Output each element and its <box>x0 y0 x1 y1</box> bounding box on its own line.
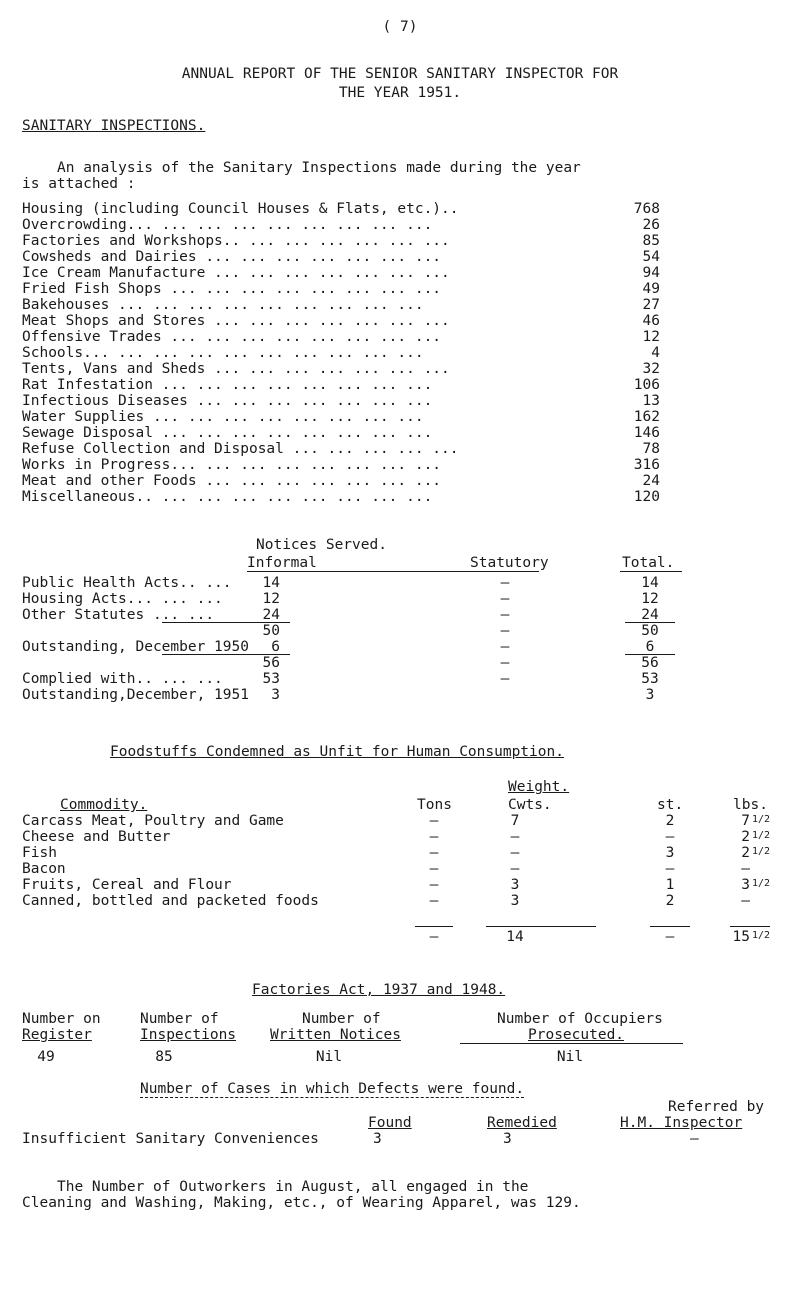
food-lbs: – <box>741 893 750 909</box>
notices-statutory: – <box>500 671 510 687</box>
food-st: 1 <box>665 877 675 893</box>
inspection-count: 768 <box>633 201 660 217</box>
food-st: 2 <box>665 893 675 909</box>
inspection-label: Rat Infestation ... ... ... ... ... ... ... ... <box>22 377 433 393</box>
factories-col1-line1: Number on <box>22 1011 101 1027</box>
notices-total: 12 <box>641 591 659 607</box>
inspection-count: 12 <box>642 329 660 345</box>
defects-referred: – <box>690 1131 699 1147</box>
food-commodity: Fruits, Cereal and Flour <box>22 877 232 893</box>
notices-col-total: Total. <box>622 555 675 571</box>
food-tons: – <box>429 829 439 845</box>
food-commodity: Carcass Meat, Poultry and Game <box>22 813 284 829</box>
notices-total: 56 <box>641 655 659 671</box>
food-col-commodity: Commodity. <box>60 797 148 813</box>
food-lbs: 3 <box>741 877 750 893</box>
food-tons: – <box>429 813 439 829</box>
food-st: – <box>665 829 675 845</box>
factories-value-inspections: 85 <box>155 1049 173 1065</box>
food-tons: – <box>429 861 439 877</box>
food-lbs: 7 <box>741 813 750 829</box>
notices-informal: 14 <box>262 575 280 591</box>
report-title-line2: THE YEAR 1951. <box>338 85 462 101</box>
food-cwts: 3 <box>510 893 520 909</box>
notices-statutory: – <box>500 607 510 623</box>
factories-col2-line1: Number of <box>140 1011 219 1027</box>
factories-col2-line2: Inspections <box>140 1027 237 1043</box>
inspection-label: Cowsheds and Dairies ... ... ... ... ... ... ... <box>22 249 442 265</box>
defects-remedied: 3 <box>503 1131 512 1147</box>
food-lbs-fraction: 1/2 <box>752 830 771 841</box>
food-st: 2 <box>665 813 675 829</box>
food-total-st: – <box>665 929 675 945</box>
inspection-label: Works in Progress... ... ... ... ... ... ... ... <box>22 457 442 473</box>
defects-col-found: Found <box>368 1115 412 1131</box>
notices-col-statutory: Statutory <box>470 555 549 571</box>
notices-total: 53 <box>641 671 659 687</box>
inspection-count: 46 <box>642 313 660 329</box>
inspection-label: Water Supplies ... ... ... ... ... ... ... ... <box>22 409 424 425</box>
notices-row-label: Outstanding,December, 1951 <box>22 687 249 703</box>
food-commodity: Bacon <box>22 861 66 877</box>
inspection-label: Ice Cream Manufacture ... ... ... ... ... ... ... <box>22 265 450 281</box>
inspection-count: 24 <box>642 473 660 489</box>
defects-col-remedied: Remedied <box>487 1115 557 1131</box>
inspection-count: 26 <box>642 217 660 233</box>
food-col-tons: Tons <box>417 797 452 813</box>
factories-col3-line1: Number of <box>302 1011 381 1027</box>
food-commodity: Cheese and Butter <box>22 829 171 845</box>
notices-row-label: Other Statutes ... ... <box>22 607 215 623</box>
food-col-lbs: lbs. <box>733 797 768 813</box>
inspection-count: 78 <box>642 441 660 457</box>
inspection-label: Overcrowding... ... ... ... ... ... ... ... ... <box>22 217 433 233</box>
inspection-label: Refuse Collection and Disposal ... ... ... ... ... <box>22 441 459 457</box>
inspection-count: 106 <box>633 377 660 393</box>
notices-informal: 56 <box>262 655 280 671</box>
food-st: 3 <box>665 845 675 861</box>
food-tons: – <box>429 845 439 861</box>
factories-value-prosecuted: Nil <box>556 1049 584 1065</box>
factories-col3-line2: Written Notices <box>270 1027 401 1043</box>
inspection-label: Infectious Diseases ... ... ... ... ... ... ... <box>22 393 433 409</box>
food-weight-header: Weight. <box>508 779 570 795</box>
factories-col1-line2: Register <box>22 1027 92 1043</box>
section-title: SANITARY INSPECTIONS. <box>22 118 206 134</box>
food-st: – <box>665 861 675 877</box>
inspection-label: Meat and other Foods ... ... ... ... ... ... ... <box>22 473 442 489</box>
factories-title: Factories Act, 1937 and 1948. <box>252 982 506 998</box>
notices-title: Notices Served. <box>256 537 387 553</box>
notices-row-label: Complied with.. ... ... <box>22 671 223 687</box>
inspection-count: 13 <box>642 393 660 409</box>
food-cwts: – <box>510 845 520 861</box>
defects-found: 3 <box>373 1131 382 1147</box>
food-cwts: 7 <box>510 813 520 829</box>
food-total-lbs: 15 <box>732 929 750 945</box>
food-lbs-fraction: 1/2 <box>752 846 771 857</box>
notices-statutory: – <box>500 639 510 655</box>
notices-row-label: Housing Acts... ... ... <box>22 591 223 607</box>
intro-line1: An analysis of the Sanitary Inspections made during the year <box>57 160 581 176</box>
food-lbs: – <box>741 861 750 877</box>
inspection-label: Offensive Trades ... ... ... ... ... ... ... ... <box>22 329 442 345</box>
inspection-label: Bakehouses ... ... ... ... ... ... ... ... ... <box>22 297 424 313</box>
inspection-label: Factories and Workshops.. ... ... ... ... ... ... <box>22 233 450 249</box>
notices-informal: 50 <box>262 623 280 639</box>
inspection-label: Tents, Vans and Sheds ... ... ... ... ... ... ... <box>22 361 450 377</box>
outworkers-line1: The Number of Outworkers in August, all engaged in the <box>57 1179 529 1195</box>
inspection-label: Schools... ... ... ... ... ... ... ... ... ... <box>22 345 424 361</box>
notices-informal: 12 <box>262 591 280 607</box>
inspection-label: Fried Fish Shops ... ... ... ... ... ... ... ... <box>22 281 442 297</box>
food-cwts: – <box>510 861 520 877</box>
notices-col-informal: Informal <box>247 555 317 571</box>
defects-row-label: Insufficient Sanitary Conveniences <box>22 1131 319 1147</box>
notices-total: 3 <box>645 687 655 703</box>
inspection-count: 162 <box>633 409 660 425</box>
page-number: ( 7) <box>382 19 418 35</box>
food-tons: – <box>429 877 439 893</box>
notices-informal: 24 <box>262 607 280 623</box>
inspection-count: 94 <box>642 265 660 281</box>
food-tons: – <box>429 893 439 909</box>
inspection-count: 49 <box>642 281 660 297</box>
notices-statutory: – <box>500 655 510 671</box>
food-total-tons: – <box>429 929 439 945</box>
notices-informal: 3 <box>271 687 280 703</box>
notices-statutory: – <box>500 575 510 591</box>
food-total-cwts: 14 <box>506 929 524 945</box>
food-col-cwts: Cwts. <box>508 797 552 813</box>
inspection-count: 27 <box>642 297 660 313</box>
inspection-count: 85 <box>642 233 660 249</box>
notices-statutory: – <box>500 623 510 639</box>
food-lbs-fraction: 1/2 <box>752 814 771 825</box>
food-lbs-fraction: 1/2 <box>752 878 771 889</box>
inspection-label: Sewage Disposal ... ... ... ... ... ... ... ... <box>22 425 433 441</box>
notices-informal: 53 <box>262 671 280 687</box>
notices-total: 24 <box>641 607 659 623</box>
notices-statutory: – <box>500 591 510 607</box>
notices-row-label: Public Health Acts.. ... <box>22 575 232 591</box>
inspection-count: 120 <box>633 489 660 505</box>
food-title: Foodstuffs Condemned as Unfit for Human Consumption. <box>110 744 564 760</box>
factories-value-register: 49 <box>37 1049 55 1065</box>
notices-informal: 6 <box>271 639 280 655</box>
food-commodity: Fish <box>22 845 57 861</box>
inspection-count: 316 <box>633 457 660 473</box>
defects-col-referred: Referred by <box>668 1099 765 1115</box>
food-total-lbs-fraction: 1/2 <box>752 930 771 941</box>
notices-row-label: Outstanding, December 1950 <box>22 639 249 655</box>
factories-col4-line1: Number of Occupiers <box>497 1011 663 1027</box>
notices-total: 14 <box>641 575 659 591</box>
food-lbs: 2 <box>741 845 750 861</box>
food-cwts: 3 <box>510 877 520 893</box>
report-title-line1: ANNUAL REPORT OF THE SENIOR SANITARY INSPECTOR FOR <box>181 66 619 82</box>
inspection-label: Housing (including Council Houses & Flats, etc.).. <box>22 201 459 217</box>
inspection-count: 54 <box>642 249 660 265</box>
food-cwts: – <box>510 829 520 845</box>
food-col-st: st. <box>657 797 684 813</box>
defects-title: Number of Cases in which Defects were found. <box>140 1081 525 1097</box>
inspection-label: Miscellaneous.. ... ... ... ... ... ... ... ... <box>22 489 433 505</box>
inspection-count: 146 <box>633 425 660 441</box>
factories-value-notices: Nil <box>315 1049 343 1065</box>
food-lbs: 2 <box>741 829 750 845</box>
inspection-count: 4 <box>651 345 660 361</box>
inspection-label: Meat Shops and Stores ... ... ... ... ... ... ... <box>22 313 450 329</box>
notices-total: 50 <box>641 623 659 639</box>
factories-col4-line2: Prosecuted. <box>528 1027 625 1043</box>
outworkers-line2: Cleaning and Washing, Making, etc., of Wearing Apparel, was 129. <box>22 1195 581 1211</box>
inspection-count: 32 <box>642 361 660 377</box>
defects-col-hm-inspector: H.M. Inspector <box>620 1115 743 1131</box>
intro-line2: is attached : <box>22 176 136 192</box>
food-commodity: Canned, bottled and packeted foods <box>22 893 319 909</box>
notices-total: 6 <box>645 639 655 655</box>
